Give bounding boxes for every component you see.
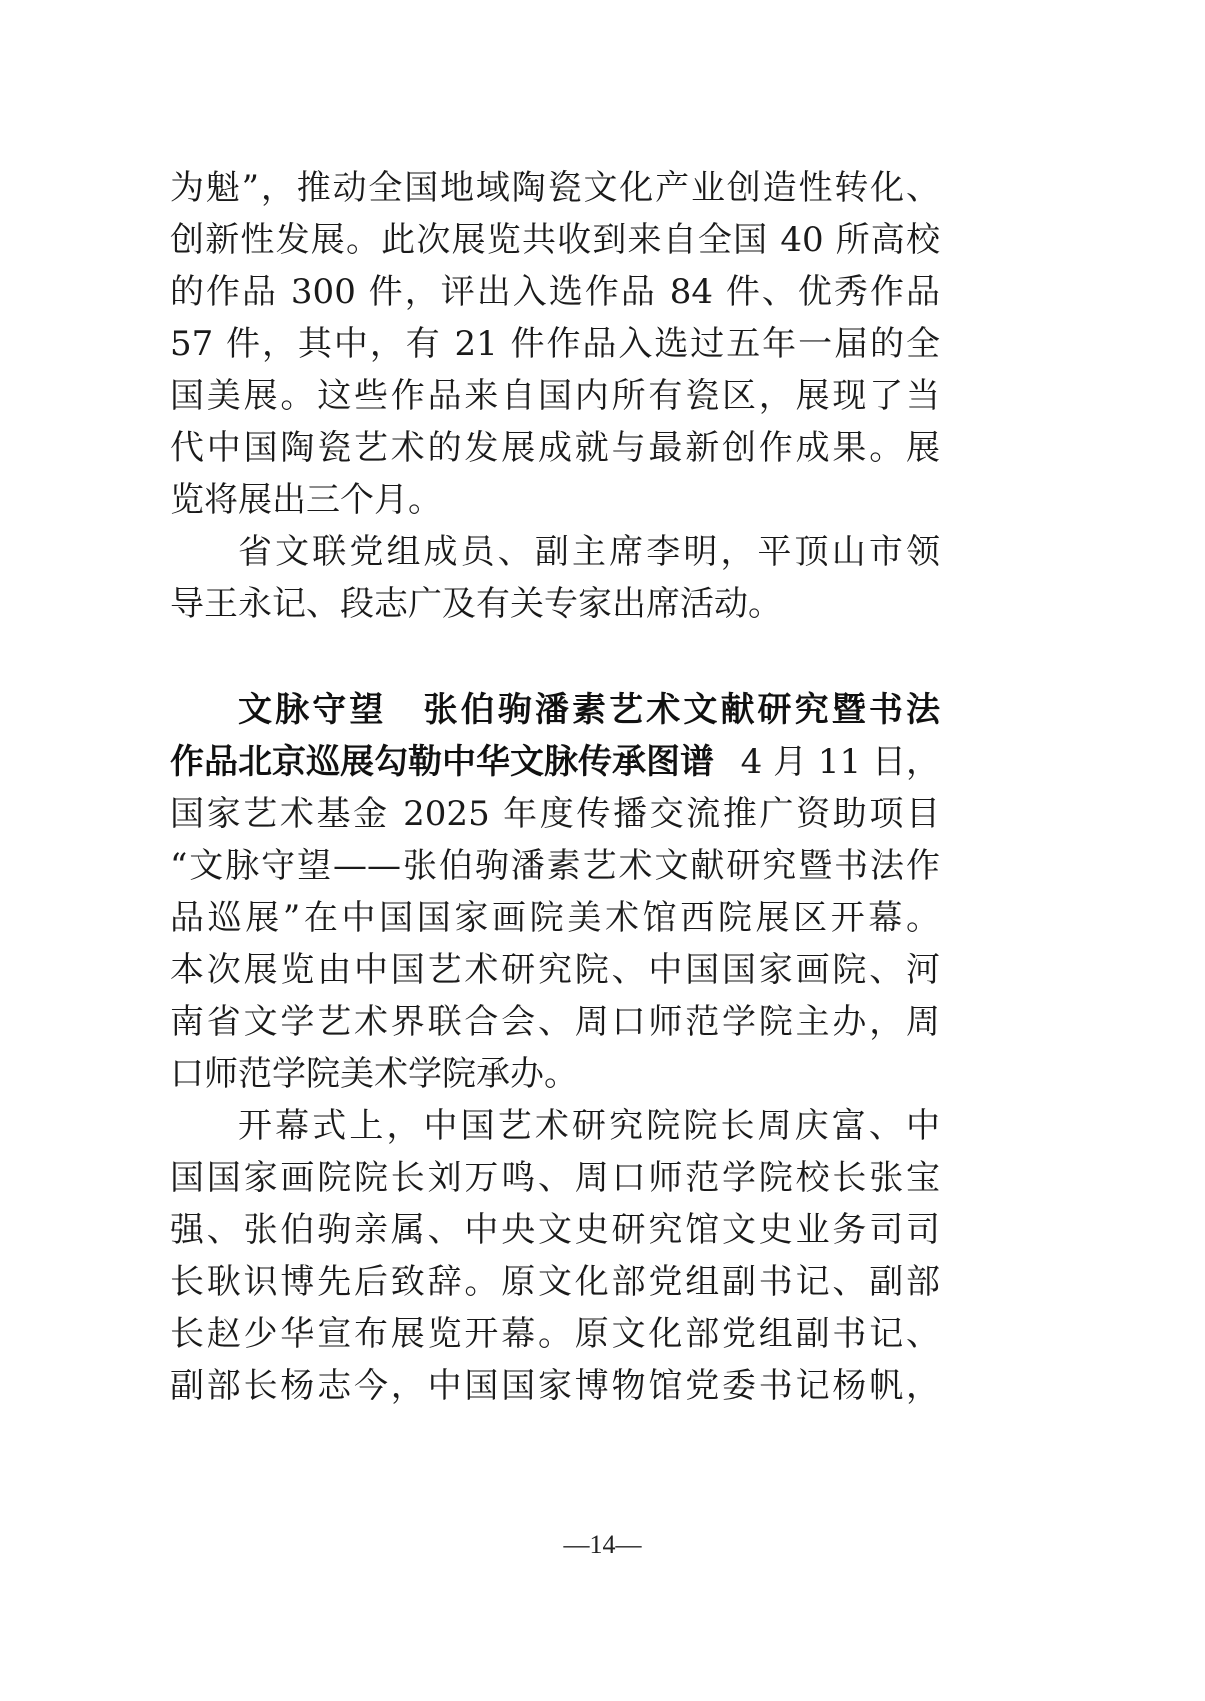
paragraph-start-line: 省文联党组成员、副主席李明，平顶山市领 [238,532,940,572]
text-line: 长耿识博先后致辞。原文化部党组副书记、副部 [170,1262,940,1302]
text-line: 的作品 300 件，评出入选作品 84 件、优秀作品 [170,272,940,312]
text-line: 览将展出三个月。 [170,480,442,520]
text-line: 副部长杨志今，中国国家博物馆党委书记杨帆， [170,1366,940,1406]
text-line: 强、张伯驹亲属、中央文史研究馆文史业务司司 [170,1210,940,1250]
text-line: “文脉守望——张伯驹潘素艺术文献研究暨书法作 [170,846,940,886]
text-line: 南省文学艺术界联合会、周口师范学院主办，周 [170,1002,940,1042]
text-line: 口师范学院美术学院承办。 [170,1054,578,1094]
page-number: —14— [563,1530,642,1559]
text-line: 品巡展”在中国国家画院美术馆西院展区开幕。 [170,898,940,938]
text-line: 长赵少华宣布展览开幕。原文化部党组副书记、 [170,1314,940,1354]
paragraph-start-line: 开幕式上，中国艺术研究院院长周庆富、中 [238,1106,940,1146]
text-line: 代中国陶瓷艺术的发展成就与最新创作成果。展 [170,428,940,468]
article-heading-line-1: 文脉守望 张伯驹潘素艺术文献研究暨书法 [238,690,940,730]
text-line: 国家艺术基金 2025 年度传播交流推广资助项目 [170,794,940,834]
article-date: 4 月 11 日， [740,742,940,782]
text-line: 国国家画院院长刘万鸣、周口师范学院校长张宝 [170,1158,940,1198]
text-line: 57 件，其中，有 21 件作品入选过五年一届的全 [170,324,940,364]
article-heading-line-2: 作品北京巡展勾勒中华文脉传承图谱 [170,742,714,782]
text-line: 创新性发展。此次展览共收到来自全国 40 所高校 [170,220,940,260]
text-line: 为魁”，推动全国地域陶瓷文化产业创造性转化、 [170,168,940,208]
text-line: 导王永记、段志广及有关专家出席活动。 [170,584,782,624]
article-heading-line-2-row [170,736,940,788]
text-line: 本次展览由中国艺术研究院、中国国家画院、河 [170,950,940,990]
text-line: 国美展。这些作品来自国内所有瓷区，展现了当 [170,376,940,416]
